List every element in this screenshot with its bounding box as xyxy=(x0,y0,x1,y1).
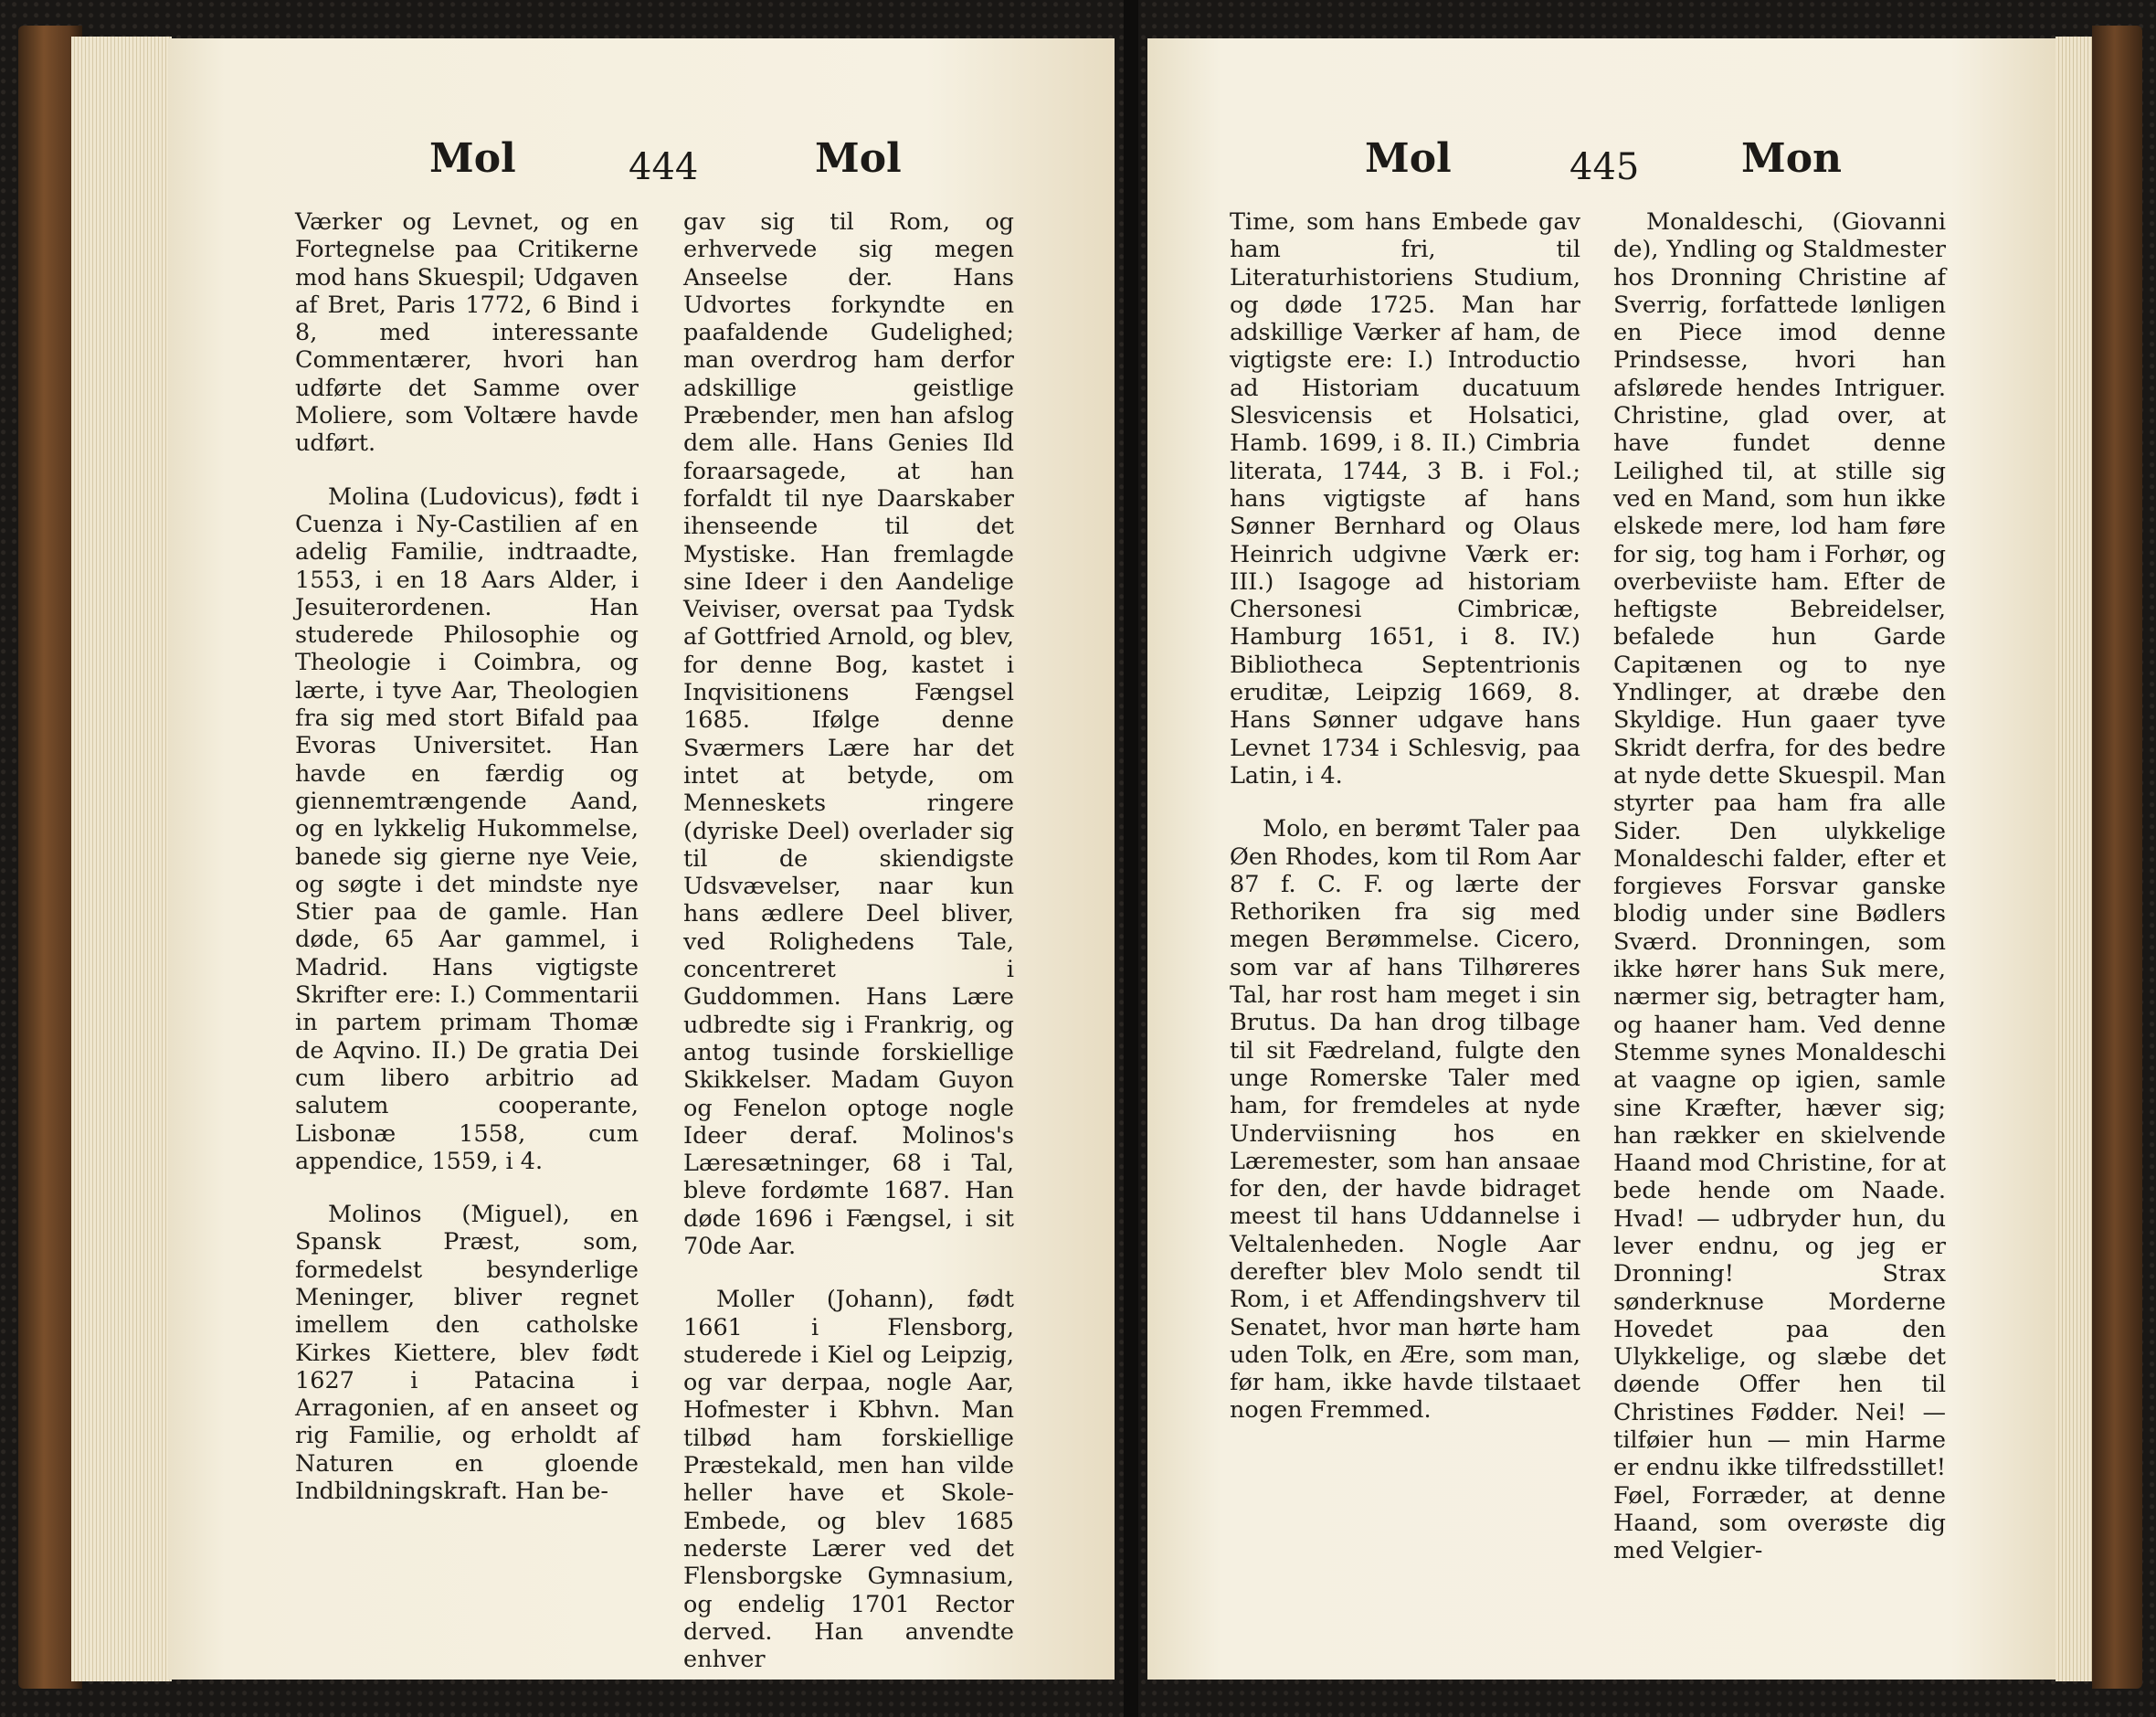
right-running-head-right: Mon xyxy=(1741,135,1843,182)
right-column-1 xyxy=(1230,208,1580,1425)
left-page-number: 444 xyxy=(629,146,699,188)
left-page-edges xyxy=(71,37,172,1681)
left-column-2 xyxy=(683,208,1014,1673)
right-cover xyxy=(2092,26,2142,1689)
entry-paragraph: Monaldeschi, (Giovanni de), Yndling og Staldmester hos Dronning Christine af Sverrig, forfattede lønligen en Piece imod denne Prindsesse, hvori han afslørede hendes Intriguer. Christine, glad over, at have fundet denne Leilighed til, at stille sig ved en Mand, som hun ikke elskede mere, lod ham føre for sig, tog ham i Forhør, og overbeviiste ham. Efter de heftigste Bebreidelser, befalede hun Garde Capitænen og to nye Yndlinger, at dræbe den Skyldige. Hun gaaer tyve Skridt derfra, for des bedre at nyde dette Skuespil. Man styrter paa ham fra alle Sider. Den ulykkelige Monaldeschi falder, efter et forgieves Forsvar ganske blodig under sine Bødlers Sværd. Dronningen, som ikke hører hans Suk mere, nærmer sig, betragter ham, og haaner ham. Ved denne Stemme synes Monaldeschi at vaagne op igien, samle sine Kræfter, hæver sig; han rækker en skielvende Haand mod Christine, for at bede hende om Naade. Hvad! — udbryder hun, du lever endnu, og jeg er Dronning! Strax sønderknuse Morderne Hovedet paa den Ulykkelige, og slæbe det døende Offer hen til Christines Fødder. Nei! — tilføier hun — min Harme er endnu ikke tilfredsstillet! Føel, Forræder, at denne Haand, som overøste dig med Velgier- xyxy=(1613,208,1946,1565)
center-gutter xyxy=(1124,0,1138,1717)
right-running-head-left: Mol xyxy=(1365,135,1452,182)
entry-paragraph: Molinos (Miguel), en Spansk Præst, som, formedelst besynderlige Meninger, bliver regnet imellem den catholske Kirkes Kiettere, blev født 1627 i Patacina i Arragonien, af en anseet og rig Familie, og erholdt af Naturen en gloende Indbildningskraft. Han be- xyxy=(295,1201,639,1506)
entry-paragraph: gav sig til Rom, og erhvervede sig megen Anseelse der. Hans Udvortes forkyndte en paafaldende Gudelighed; man overdrog ham derfor adskillige geistlige Præbender, men han afslog dem alle. Hans Genies Ild foraarsagede, at han forfaldt til nye Daarskaber ihenseende til det Mystiske. Han fremlagde sine Ideer i den Aandelige Veiviser, oversat paa Tydsk af Gottfried Arnold, og blev, for denne Bog, kastet i Inqvisitionens Fængsel 1685. Ifølge denne Sværmers Lære har det intet at betyde, om Menneskets ringere (dyriske Deel) overlader sig til de skiendigste Udsvævelser, naar kun hans ædlere Deel bliver, ved Rolighedens Tale, concentreret i Guddommen. Hans Lære udbredte sig i Frankrig, og antog tusinde forskiellige Skikkelser. Madam Guyon og Fenelon optoge nogle Ideer deraf. Molinos's Læresætninger, 68 i Tal, bleve fordømte 1687. Han døde 1696 i Fængsel, i sit 70de Aar. xyxy=(683,208,1014,1260)
right-column-2 xyxy=(1613,208,1946,1565)
left-column-1 xyxy=(295,208,639,1505)
left-running-head-left: Mol xyxy=(429,135,516,182)
right-page-number: 445 xyxy=(1569,146,1640,188)
entry-paragraph: Molina (Ludovicus), født i Cuenza i Ny-Castilien af en adelig Familie, indtraadte, 1553, i en 18 Aars Alder, i Jesuiterordenen. Han studerede Philosophie og Theologie i Coimbra, og lærte, i tyve Aar, Theologien fra sig med stort Bifald paa Evoras Universitet. Han havde en færdig og giennemtrængende Aand, og en lykkelig Hukommelse, banede sig gierne nye Veie, og søgte i det mindste nye Stier paa de gamle. Han døde, 65 Aar gammel, i Madrid. Hans vigtigste Skrifter ere: I.) Commentarii in partem primam Thomæ de Aqvino. II.) De gratia Dei cum libero arbitrio ad salutem cooperante, Lisbonæ 1558, cum appendice, 1559, i 4. xyxy=(295,482,639,1175)
left-running-head-right: Mol xyxy=(815,135,902,182)
entry-paragraph: Molo, en berømt Taler paa Øen Rhodes, kom til Rom Aar 87 f. C. F. og lærte der Rethoriken fra sig med megen Berømmelse. Cicero, som var af hans Tilhøreres Tal, har rost ham meget i sin Brutus. Da han drog tilbage til sit Fædreland, fulgte den unge Romerske Taler med ham, for fremdeles at nyde Underviisning hos en Læremester, som han ansaae for den, der havde bidraget meest til hans Uddannelse i Veltalenheden. Nogle Aar derefter blev Molo sendt til Rom, i et Affendingshverv til Senatet, hvor man hørte ham uden Tolk, en Ære, som man, før ham, ikke havde tilstaaet nogen Fremmed. xyxy=(1230,815,1580,1425)
entry-paragraph: Time, som hans Embede gav ham fri, til Literaturhistoriens Studium, og døde 1725. Man har adskillige Værker af ham, de vigtigste ere: I.) Introductio ad Historiam ducatuum Slesvicensis et Holsatici, Hamb. 1699, i 8. II.) Cimbria literata, 1744, 3 B. i Fol.; hans vigtigste af hans Sønner Bernhard og Olaus Heinrich udgivne Værk er: III.) Isagoge ad historiam Chersonesi Cimbricæ, Hamburg 1651, i 8. IV.) Bibliotheca Septentrionis eruditæ, Leipzig 1669, 8. Hans Sønner udgave hans Levnet 1734 i Schlesvig, paa Latin, i 4. xyxy=(1230,208,1580,790)
entry-paragraph: Moller (Johann), født 1661 i Flensborg, studerede i Kiel og Leipzig, og var derpaa, nogle Aar, Hofmester i Kbhvn. Man tilbød ham forskiellige Præstekald, men han vilde heller have et Skole-Embede, og blev 1685 nederste Lærer ved det Flensborgske Gymnasium, og endelig 1701 Rector derved. Han anvendte enhver xyxy=(683,1286,1014,1674)
entry-paragraph: Værker og Levnet, og en Fortegnelse paa Critikerne mod hans Skuespil; Udgaven af Bret, Paris 1772, 6 Bind i 8, med interessante Commentærer, hvori han udførte det Samme over Moliere, som Voltære havde udført. xyxy=(295,208,639,458)
